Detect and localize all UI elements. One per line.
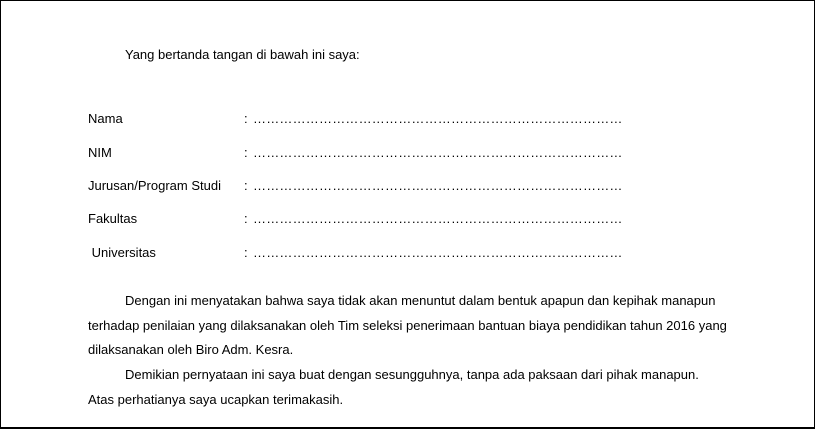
paragraph-text: Dengan ini menyatakan bahwa saya tidak akan menuntut dalam bentuk apapun dan kepihak manapun <box>125 293 716 308</box>
field-blank-line: ………………………………………………………………………… <box>253 111 623 126</box>
field-colon: : <box>244 111 248 126</box>
field-colon: : <box>244 178 248 193</box>
paragraph-line: Atas perhatianya saya ucapkan terimakasih. <box>88 391 344 407</box>
field-label: Jurusan/Program Studi <box>88 178 221 193</box>
field-colon: : <box>244 145 248 160</box>
paragraph-line <box>88 289 742 314</box>
field-blank-line: ………………………………………………………………………… <box>253 245 623 260</box>
field-blank-line: ………………………………………………………………………… <box>253 178 623 193</box>
field-label: NIM <box>88 145 112 160</box>
field-colon: : <box>244 211 248 226</box>
field-blank-line: ………………………………………………………………………… <box>253 211 623 226</box>
paragraph-line: Demikian pernyataan ini saya buat dengan sesungguhnya, tanpa ada paksaan dari pihak manapun. <box>125 367 699 382</box>
paragraph-line: terhadap penilaian yang dilaksanakan oleh Tim seleksi penerimaan bantuan biaya pendidikan tahun 2016 yang <box>88 317 727 333</box>
field-label: Nama <box>88 111 123 126</box>
field-label: Universitas <box>88 245 156 260</box>
field-colon: : <box>244 245 248 260</box>
field-label: Fakultas <box>88 211 138 226</box>
intro-text: Yang bertanda tangan di bawah ini saya: <box>125 47 360 62</box>
statement-paragraph <box>88 289 742 363</box>
closing-paragraph <box>88 363 742 412</box>
paragraph-line: dilaksanakan oleh Biro Adm. Kesra. <box>88 342 294 357</box>
field-blank-line: ………………………………………………………………………… <box>253 145 623 160</box>
